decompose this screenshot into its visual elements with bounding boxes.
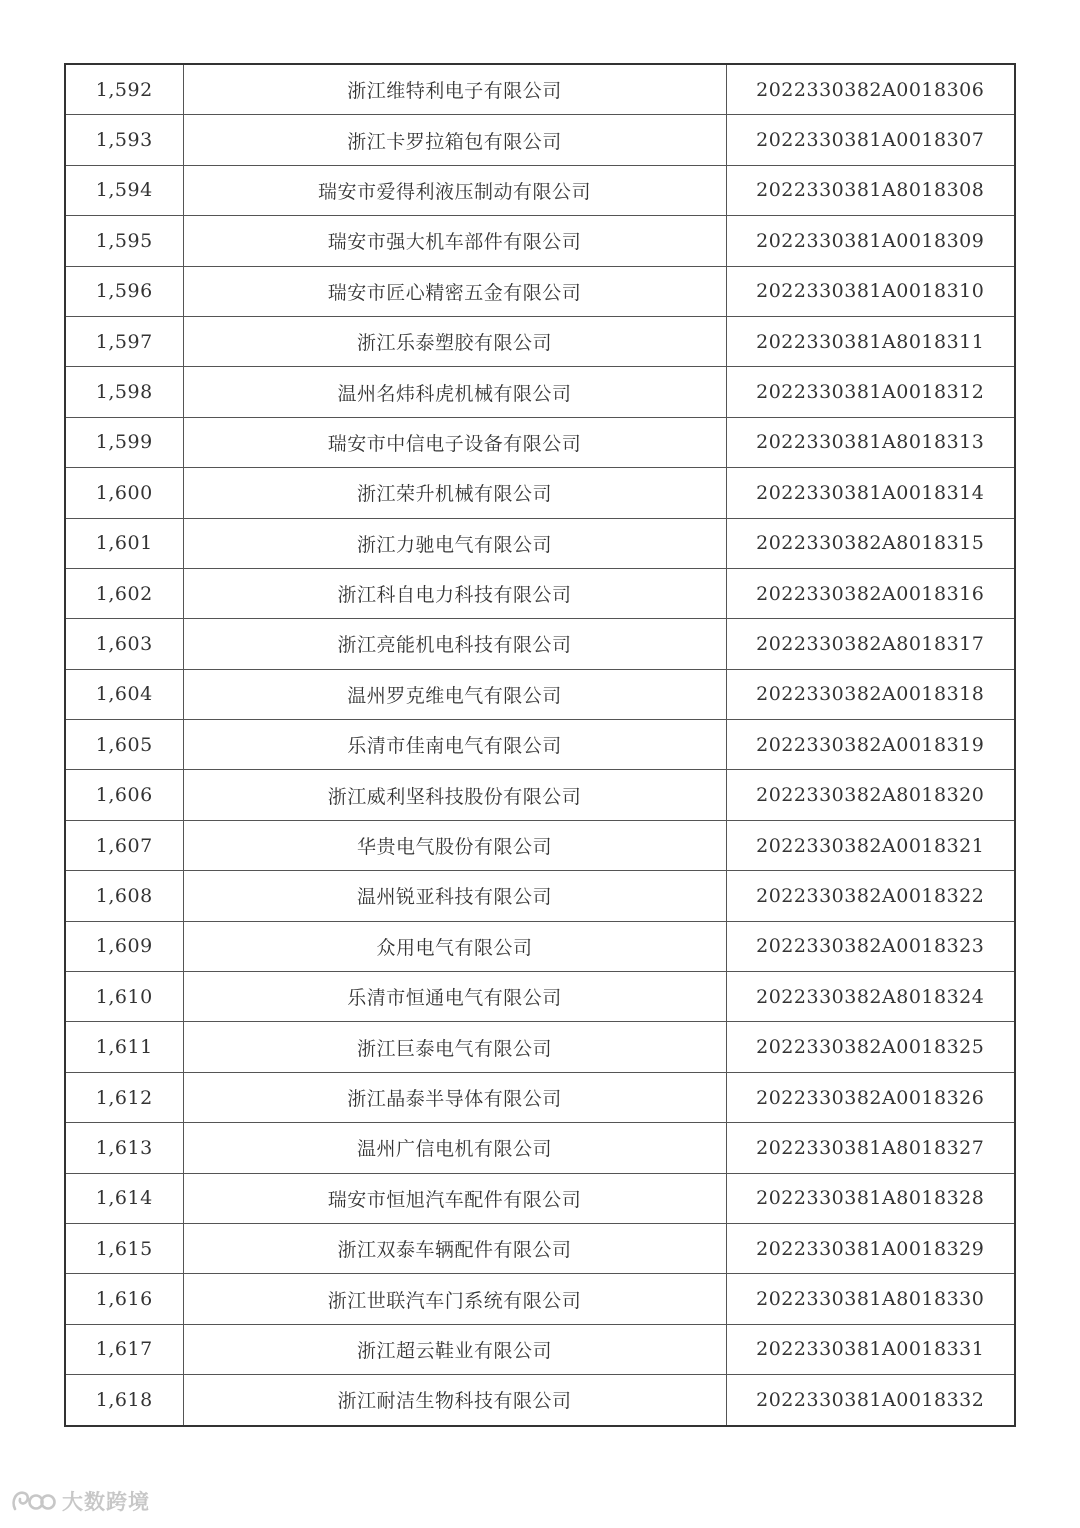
table-row bbox=[65, 921, 1015, 971]
row-number-cell: 1,608 bbox=[65, 871, 183, 921]
table-row bbox=[65, 1072, 1015, 1122]
row-number-cell: 1,609 bbox=[65, 921, 183, 971]
row-number-cell: 1,618 bbox=[65, 1375, 183, 1426]
table-row bbox=[65, 820, 1015, 870]
row-number-cell: 1,614 bbox=[65, 1173, 183, 1223]
company-name-cell: 浙江威利坚科技股份有限公司 bbox=[183, 770, 726, 820]
watermark bbox=[10, 1486, 150, 1516]
table-row bbox=[65, 1324, 1015, 1374]
registration-code-cell: 2022330381A8018311 bbox=[726, 316, 1015, 366]
table-row bbox=[65, 972, 1015, 1022]
table-row bbox=[65, 316, 1015, 366]
company-name-cell: 浙江荣升机械有限公司 bbox=[183, 468, 726, 518]
row-number-cell: 1,598 bbox=[65, 367, 183, 417]
registration-code-cell: 2022330382A0018325 bbox=[726, 1022, 1015, 1072]
table-row bbox=[65, 468, 1015, 518]
company-registry-table bbox=[64, 63, 1016, 1427]
company-name-cell: 温州锐亚科技有限公司 bbox=[183, 871, 726, 921]
registration-code-cell: 2022330382A8018324 bbox=[726, 972, 1015, 1022]
registration-code-cell: 2022330381A0018332 bbox=[726, 1375, 1015, 1426]
company-name-cell: 浙江维特利电子有限公司 bbox=[183, 64, 726, 115]
row-number-cell: 1,615 bbox=[65, 1223, 183, 1273]
registration-code-cell: 2022330381A0018307 bbox=[726, 115, 1015, 165]
table-row bbox=[65, 871, 1015, 921]
row-number-cell: 1,601 bbox=[65, 518, 183, 568]
table-row bbox=[65, 417, 1015, 467]
watermark-text: 大数跨境 bbox=[62, 1490, 150, 1514]
registration-code-cell: 2022330381A0018329 bbox=[726, 1223, 1015, 1273]
table-row bbox=[65, 720, 1015, 770]
row-number-cell: 1,602 bbox=[65, 568, 183, 618]
row-number-cell: 1,617 bbox=[65, 1324, 183, 1374]
row-number-cell: 1,594 bbox=[65, 165, 183, 215]
company-name-cell: 乐清市佳南电气有限公司 bbox=[183, 720, 726, 770]
registration-code-cell: 2022330382A8018317 bbox=[726, 619, 1015, 669]
registration-code-cell: 2022330381A8018308 bbox=[726, 165, 1015, 215]
company-name-cell: 众用电气有限公司 bbox=[183, 921, 726, 971]
table-row bbox=[65, 669, 1015, 719]
company-name-cell: 温州广信电机有限公司 bbox=[183, 1123, 726, 1173]
registration-code-cell: 2022330381A0018331 bbox=[726, 1324, 1015, 1374]
company-name-cell: 瑞安市中信电子设备有限公司 bbox=[183, 417, 726, 467]
company-name-cell: 浙江晶泰半导体有限公司 bbox=[183, 1072, 726, 1122]
brand-logo-icon bbox=[10, 1487, 56, 1515]
registration-code-cell: 2022330381A0018309 bbox=[726, 216, 1015, 266]
row-number-cell: 1,611 bbox=[65, 1022, 183, 1072]
company-name-cell: 瑞安市恒旭汽车配件有限公司 bbox=[183, 1173, 726, 1223]
row-number-cell: 1,597 bbox=[65, 316, 183, 366]
registration-code-cell: 2022330381A8018313 bbox=[726, 417, 1015, 467]
row-number-cell: 1,599 bbox=[65, 417, 183, 467]
registration-code-cell: 2022330382A0018321 bbox=[726, 820, 1015, 870]
company-name-cell: 浙江卡罗拉箱包有限公司 bbox=[183, 115, 726, 165]
table-row bbox=[65, 1223, 1015, 1273]
table-row bbox=[65, 115, 1015, 165]
table-row bbox=[65, 266, 1015, 316]
row-number-cell: 1,616 bbox=[65, 1274, 183, 1324]
table-row bbox=[65, 619, 1015, 669]
company-name-cell: 浙江超云鞋业有限公司 bbox=[183, 1324, 726, 1374]
row-number-cell: 1,605 bbox=[65, 720, 183, 770]
company-name-cell: 瑞安市强大机车部件有限公司 bbox=[183, 216, 726, 266]
row-number-cell: 1,593 bbox=[65, 115, 183, 165]
company-name-cell: 温州罗克维电气有限公司 bbox=[183, 669, 726, 719]
table-row bbox=[65, 367, 1015, 417]
company-name-cell: 浙江巨泰电气有限公司 bbox=[183, 1022, 726, 1072]
company-name-cell: 瑞安市爱得利液压制动有限公司 bbox=[183, 165, 726, 215]
company-name-cell: 浙江世联汽车门系统有限公司 bbox=[183, 1274, 726, 1324]
company-name-cell: 浙江亮能机电科技有限公司 bbox=[183, 619, 726, 669]
row-number-cell: 1,612 bbox=[65, 1072, 183, 1122]
registration-code-cell: 2022330382A8018315 bbox=[726, 518, 1015, 568]
row-number-cell: 1,600 bbox=[65, 468, 183, 518]
registration-code-cell: 2022330382A8018320 bbox=[726, 770, 1015, 820]
row-number-cell: 1,604 bbox=[65, 669, 183, 719]
table-row bbox=[65, 1123, 1015, 1173]
row-number-cell: 1,607 bbox=[65, 820, 183, 870]
registration-code-cell: 2022330382A0018322 bbox=[726, 871, 1015, 921]
registration-code-cell: 2022330381A0018310 bbox=[726, 266, 1015, 316]
registration-code-cell: 2022330382A0018316 bbox=[726, 568, 1015, 618]
table-row bbox=[65, 518, 1015, 568]
table-row bbox=[65, 1375, 1015, 1426]
company-name-cell: 浙江力驰电气有限公司 bbox=[183, 518, 726, 568]
registration-code-cell: 2022330382A0018306 bbox=[726, 64, 1015, 115]
row-number-cell: 1,606 bbox=[65, 770, 183, 820]
company-name-cell: 温州名炜科虎机械有限公司 bbox=[183, 367, 726, 417]
company-name-cell: 乐清市恒通电气有限公司 bbox=[183, 972, 726, 1022]
registration-code-cell: 2022330381A0018314 bbox=[726, 468, 1015, 518]
table-row bbox=[65, 165, 1015, 215]
table-body bbox=[65, 64, 1015, 1426]
registration-code-cell: 2022330382A0018319 bbox=[726, 720, 1015, 770]
table-row bbox=[65, 64, 1015, 115]
registration-code-cell: 2022330381A8018327 bbox=[726, 1123, 1015, 1173]
registration-code-cell: 2022330382A0018323 bbox=[726, 921, 1015, 971]
table-row bbox=[65, 1022, 1015, 1072]
company-name-cell: 浙江耐洁生物科技有限公司 bbox=[183, 1375, 726, 1426]
company-name-cell: 浙江双泰车辆配件有限公司 bbox=[183, 1223, 726, 1273]
company-name-cell: 浙江乐泰塑胶有限公司 bbox=[183, 316, 726, 366]
row-number-cell: 1,603 bbox=[65, 619, 183, 669]
row-number-cell: 1,610 bbox=[65, 972, 183, 1022]
company-name-cell: 瑞安市匠心精密五金有限公司 bbox=[183, 266, 726, 316]
registration-code-cell: 2022330381A8018328 bbox=[726, 1173, 1015, 1223]
company-name-cell: 华贵电气股份有限公司 bbox=[183, 820, 726, 870]
table-row bbox=[65, 1173, 1015, 1223]
table-row bbox=[65, 1274, 1015, 1324]
registration-code-cell: 2022330381A8018330 bbox=[726, 1274, 1015, 1324]
registration-code-cell: 2022330382A0018326 bbox=[726, 1072, 1015, 1122]
row-number-cell: 1,595 bbox=[65, 216, 183, 266]
table-row bbox=[65, 568, 1015, 618]
registration-code-cell: 2022330381A0018312 bbox=[726, 367, 1015, 417]
registration-code-cell: 2022330382A0018318 bbox=[726, 669, 1015, 719]
row-number-cell: 1,596 bbox=[65, 266, 183, 316]
table-row bbox=[65, 216, 1015, 266]
row-number-cell: 1,592 bbox=[65, 64, 183, 115]
company-name-cell: 浙江科自电力科技有限公司 bbox=[183, 568, 726, 618]
table-row bbox=[65, 770, 1015, 820]
row-number-cell: 1,613 bbox=[65, 1123, 183, 1173]
